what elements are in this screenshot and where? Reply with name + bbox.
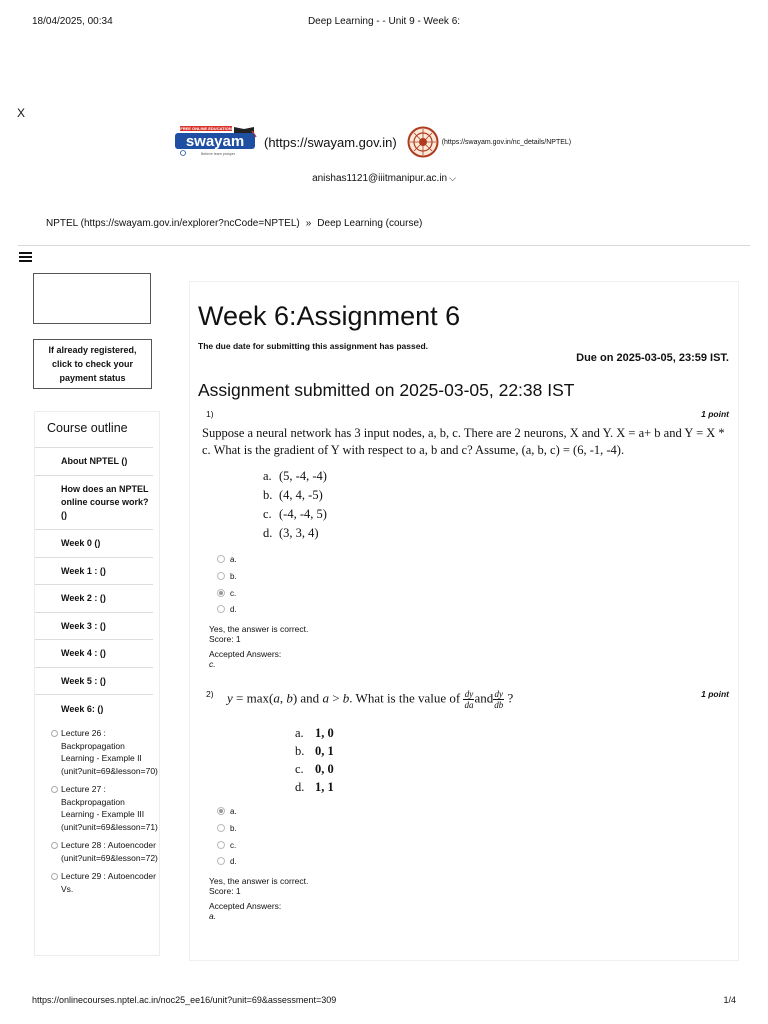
course-outline-title: Course outline (35, 412, 153, 448)
q1-score: Score: 1 (209, 634, 241, 644)
q2-feedback (209, 876, 308, 921)
submitted-status: Assignment submitted on 2025-03-05, 22:38 IST (198, 380, 575, 400)
q2-var-a: a (273, 690, 280, 706)
swayam-logo-top-text: FREE ONLINE EDUCATION (180, 126, 232, 132)
print-datetime: 18/04/2025, 00:34 (32, 16, 113, 27)
lecture-status-icon (51, 873, 58, 880)
q1-radio-label: a. (230, 554, 237, 564)
radio-icon (217, 555, 225, 563)
q1-option-letter: b. (263, 488, 273, 502)
q1-feedback-text: Yes, the answer is correct. (209, 624, 309, 634)
print-page-number: 1/4 (723, 995, 736, 1005)
q2-points: 1 point (701, 689, 729, 699)
swayam-link[interactable]: (https://swayam.gov.in) (264, 134, 397, 150)
q1-points: 1 point (701, 409, 729, 419)
q1-feedback (209, 624, 308, 669)
q2-text-part: and (474, 690, 494, 706)
breadcrumb-separator: » (305, 218, 312, 229)
q2-radio-b[interactable] (217, 820, 237, 836)
page-title: Week 6:Assignment 6 (198, 301, 461, 331)
q2-feedback-text: Yes, the answer is correct. (209, 876, 309, 886)
header-divider (18, 245, 750, 246)
q2-option (295, 744, 334, 762)
swayam-logo-text: swayam (185, 133, 245, 150)
lecture-status-icon (51, 786, 58, 793)
breadcrumb-current[interactable]: Deep Learning (course) (317, 218, 423, 229)
radio-icon (217, 572, 225, 580)
outline-item-week-5[interactable]: Week 5 : () (35, 668, 153, 695)
q2-var-b: b (342, 690, 350, 706)
q1-option-list (263, 469, 327, 545)
due-passed-note: The due date for submitting this assignment has passed. (198, 341, 429, 351)
course-outline (34, 411, 160, 956)
q2-var-y: y (227, 690, 233, 706)
q2-text-part: ? (504, 690, 514, 706)
q1-option (263, 507, 327, 526)
q2-radio-label: b. (230, 823, 237, 833)
q1-option-letter: d. (263, 526, 273, 540)
q2-frac-num: dy (464, 689, 474, 699)
q2-option-letter: b. (295, 744, 305, 758)
q1-radio-c[interactable] (217, 585, 236, 601)
lecture-status-icon (51, 842, 58, 849)
q2-var-a: a (322, 690, 329, 706)
lecture-label: Lecture 29 : Autoencoder Vs. (61, 871, 156, 894)
assignment-panel (189, 281, 739, 961)
payment-line-2: click to check your (51, 359, 134, 369)
breadcrumb (46, 218, 422, 229)
q2-option-value: 1, 0 (315, 726, 334, 740)
user-menu[interactable] (0, 173, 768, 184)
q1-option (263, 469, 327, 488)
q2-radio-label: c. (230, 840, 237, 850)
q2-option-letter: a. (295, 726, 304, 740)
q2-fraction-dydb (493, 689, 504, 710)
q1-option-value: (-4, -4, 5) (279, 507, 327, 521)
q1-option (263, 526, 327, 545)
q2-text-part: , (279, 690, 287, 706)
outline-item-how-it-works[interactable]: How does an NPTEL online course work? () (35, 476, 153, 530)
q1-radio-label: c. (230, 588, 237, 598)
payment-line-3: payment status (59, 373, 126, 383)
q1-text: Suppose a neural network has 3 input nodes, a, b, c. There are 2 neurons, X and Y. X = a+ b and Y = X * c. What is the gradient of Y with respect to a, b and c? Assume, (a, b, c) = (6, -1, -4). (202, 426, 725, 457)
q2-radio-a[interactable] (217, 803, 237, 819)
q1-option-value: (3, 3, 4) (279, 526, 319, 540)
nptel-link[interactable]: (https://swayam.gov.in/nc_details/NPTEL) (441, 138, 572, 146)
radio-icon (217, 824, 225, 832)
q2-frac-den: da (464, 700, 474, 710)
q1-radio-b[interactable] (217, 568, 237, 584)
swayam-logo[interactable] (172, 125, 260, 159)
outline-item-week-4[interactable]: Week 4 : () (35, 640, 153, 668)
q1-option-value: (5, -4, -4) (279, 469, 327, 483)
breadcrumb-root-link[interactable]: NPTEL (https://swayam.gov.in/explorer?ncCode=NPTEL) (46, 218, 300, 229)
nptel-logo[interactable] (407, 126, 439, 158)
q1-radio-a[interactable] (217, 551, 237, 567)
q2-frac-num: dy (494, 689, 504, 699)
outline-item-week-6[interactable]: Week 6: () (61, 703, 104, 714)
sidebar-blank-box (33, 273, 151, 324)
radio-selected-icon (217, 807, 225, 815)
payment-status-button[interactable] (33, 339, 152, 389)
lecture-item[interactable] (35, 783, 159, 833)
q2-radio-c[interactable] (217, 837, 236, 853)
q2-var-b: b (286, 690, 293, 706)
outline-item-week-0[interactable]: Week 0 () (35, 530, 153, 558)
q2-option-value: 0, 0 (315, 762, 334, 776)
lecture-label: Lecture 26 : Backpropagation Learning - Example II (unit?unit=69&lesson=70) (61, 728, 158, 776)
q2-option (295, 762, 334, 780)
q2-option-letter: d. (295, 780, 305, 794)
q1-option-value: (4, 4, -5) (279, 488, 323, 502)
q2-option (295, 780, 334, 798)
q2-text-part: ) and (292, 690, 323, 706)
q1-accepted-label: Accepted Answers: (209, 649, 282, 659)
lecture-status-icon (51, 730, 58, 737)
radio-icon (217, 841, 225, 849)
q1-option-letter: a. (263, 469, 272, 483)
q1-option-letter: c. (263, 507, 272, 521)
swayam-logo-tagline: Believe learn prosper (201, 152, 235, 156)
q2-radio-label: d. (230, 856, 237, 866)
menu-icon[interactable] (19, 252, 32, 262)
radio-icon (217, 605, 225, 613)
due-date: Due on 2025-03-05, 23:59 IST. (576, 352, 729, 364)
q1-radio-d[interactable] (217, 601, 237, 617)
q2-text-part: > (328, 690, 343, 706)
q2-text-part: . What is the value of (349, 690, 464, 706)
q2-accepted-value: a. (209, 911, 217, 921)
q2-option-letter: c. (295, 762, 304, 776)
q2-accepted-label: Accepted Answers: (209, 901, 282, 911)
lecture-label: Lecture 28 : Autoencoder (unit?unit=69&lesson=72) (61, 840, 158, 863)
q1-accepted-value: c. (209, 659, 216, 669)
q1-option (263, 488, 327, 507)
lecture-item[interactable] (35, 727, 159, 777)
outline-item-week-2[interactable]: Week 2 : () (35, 585, 153, 613)
q2-option (295, 726, 334, 744)
q2-text-part: = max( (232, 690, 274, 706)
q2-number: 2) (206, 689, 214, 699)
close-button[interactable]: X (17, 106, 26, 120)
outline-item-week-1[interactable]: Week 1 : () (35, 558, 153, 585)
q2-text (227, 689, 513, 710)
q2-option-value: 0, 1 (315, 744, 334, 758)
outline-item-week-3[interactable]: Week 3 : () (35, 613, 153, 640)
radio-icon (217, 857, 225, 865)
print-footer (32, 995, 736, 1007)
outline-item-about-nptel[interactable]: About NPTEL () (35, 448, 153, 476)
payment-line-1: If already registered, (48, 345, 137, 355)
print-url: https://onlinecourses.nptel.ac.in/noc25_ee16/unit?unit=69&assessment=309 (32, 995, 337, 1005)
lecture-label: Lecture 27 : Backpropagation Learning - Example III (unit?unit=69&lesson=71) (61, 784, 158, 832)
radio-selected-icon (217, 589, 225, 597)
q2-frac-den: db (494, 700, 504, 710)
q1-radio-label: d. (230, 604, 237, 614)
q1-radio-label: b. (230, 571, 237, 581)
q2-option-list (295, 726, 334, 798)
q2-score: Score: 1 (209, 886, 241, 896)
q2-option-value: 1, 1 (315, 780, 334, 794)
print-title: Deep Learning - - Unit 9 - Week 6: (307, 16, 461, 27)
chevron-down-icon: ⌵ (449, 173, 456, 183)
print-header (32, 16, 736, 30)
q2-fraction-dyda (463, 689, 474, 710)
q2-radio-d[interactable] (217, 853, 237, 869)
q2-radio-label: a. (230, 806, 237, 816)
lecture-item[interactable] (35, 839, 159, 864)
lecture-item[interactable] (35, 870, 159, 895)
brand-row (172, 124, 571, 160)
q1-number: 1) (206, 409, 214, 419)
user-email: anishas1121@iiitmanipur.ac.in (312, 173, 448, 184)
